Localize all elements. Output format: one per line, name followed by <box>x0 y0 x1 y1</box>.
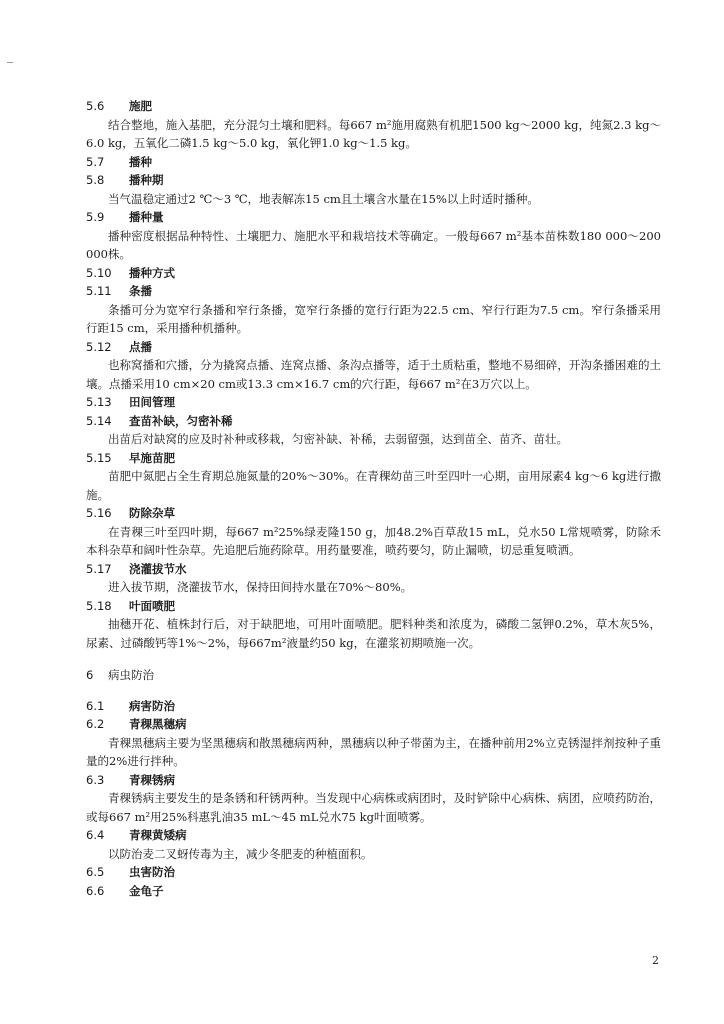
section-heading <box>86 264 661 283</box>
section-title: 查苗补缺，匀密补稀 <box>129 413 233 428</box>
section-heading <box>86 560 661 579</box>
section-title: 青稞黄矮病 <box>129 828 187 842</box>
section-number: 5.18 <box>86 598 112 613</box>
paragraph: 抽穗开花、植株封行后，对于缺肥地，可用叶面喷肥。肥料种类和浓度为，磷酸二氢钾0.2%，草木灰5%，尿素、过磷酸钙等1%～2%，每667m²液量约50 kg，在灌浆初期喷施一次。 <box>86 617 661 650</box>
section-title: 防除杂草 <box>129 506 175 520</box>
section-heading <box>86 882 661 901</box>
section-number: 6 <box>86 668 94 682</box>
section-title: 播种方式 <box>129 265 175 280</box>
section-heading <box>86 449 661 468</box>
section-number: 5.14 <box>86 413 112 428</box>
paragraph: 在青稞三叶至四叶期，每667 m²25%绿麦隆150 g，加48.2%百草敌15 mL，兑水50 L常规喷雾，防除禾本科杂草和阔叶性杂草。先追肥后施药除草。用药量要准，喷药要匀，防止漏喷，切忌重复喷洒。 <box>86 524 661 557</box>
paragraph: 青稞黑穗病主要为坚黑穗病和散黑穗病两种，黑穗病以种子带菌为主，在播种前用2%立克锈湿拌剂按种子重量的2%进行拌种。 <box>86 735 661 768</box>
section-title: 病虫防治 <box>108 668 154 682</box>
section-number: 6.6 <box>86 883 105 898</box>
paragraph: 进入拔节期，浇灌拔节水，保持田间持水量在70%～80%。 <box>108 580 413 594</box>
section-number: 6.2 <box>86 717 105 731</box>
section-heading <box>86 715 661 734</box>
section-heading <box>86 171 661 190</box>
page-number: 2 <box>652 954 659 967</box>
section-heading <box>86 771 661 790</box>
paragraph: 结合整地，施入基肥，充分混匀土壤和肥料。每667 m²施用腐熟有机肥1500 kg～2000 kg，纯氮2.3 kg～6.0 kg，五氧化二磷1.5 kg～5.0 kg，氧化钾1.0 kg～1.5 kg。 <box>86 117 661 150</box>
section-title: 条播 <box>129 284 152 298</box>
section-title: 病害防治 <box>129 698 175 713</box>
paragraph: 以防治麦二叉蚜传毒为主，减少冬肥麦的种植面积。 <box>108 846 373 861</box>
section-heading <box>86 282 661 301</box>
section-number: 5.9 <box>86 210 105 224</box>
section-heading <box>86 697 661 716</box>
paragraph: 条播可分为宽窄行条播和窄行条播，宽窄行条播的宽行行距为22.5 cm、窄行行距为7.5 cm。窄行条播采用行距15 cm，采用播种机播种。 <box>86 302 661 335</box>
section-heading <box>86 208 661 227</box>
section-title: 播种期 <box>129 173 164 187</box>
chapter-heading <box>86 666 661 685</box>
scan-edge-mark <box>7 62 13 63</box>
section-heading <box>86 826 661 845</box>
section-number: 5.10 <box>86 265 112 280</box>
section-title: 虫害防治 <box>129 865 175 879</box>
paragraph: 播种密度根据品种特性、土壤肥力、施肥水平和栽培技术等确定。一般每667 m²基本苗株数180 000～200 000株。 <box>86 228 661 261</box>
section-title: 浇灌拔节水 <box>129 561 187 576</box>
section-number: 6.3 <box>86 772 105 787</box>
section-number: 6.1 <box>86 698 105 713</box>
section-number: 5.15 <box>86 450 112 465</box>
section-title: 点播 <box>129 339 152 354</box>
paragraph: 也称窝播和穴播，分为撬窝点播、连窝点播、条沟点播等，适于土质粘重，整地不易细碎，开沟条播困难的土壤。点播采用10 cm×20 cm或13.3 cm×16.7 cm的穴行距，每667 m²在3万穴以上。 <box>86 358 661 391</box>
section-heading <box>86 393 661 412</box>
section-title: 早施苗肥 <box>129 450 175 465</box>
paragraph: 青稞锈病主要发生的是条锈和秆锈两种。当发现中心病株或病团时，及时铲除中心病株、病团，应喷药防治，或每667 m²用25%科惠乳油35 mL～45 mL兑水75 kg叶面喷雾。 <box>86 791 661 824</box>
section-heading <box>86 97 661 116</box>
section-number: 5.6 <box>86 99 105 113</box>
section-title: 施肥 <box>129 99 152 113</box>
section-number: 6.5 <box>86 865 105 879</box>
section-heading <box>86 504 661 523</box>
section-number: 5.8 <box>86 173 105 187</box>
section-heading <box>86 153 661 172</box>
document-body <box>86 97 661 900</box>
paragraph: 当气温稳定通过2 ℃～3 ℃，地表解冻15 cm且土壤含水量在15%以上时适时播种。 <box>108 191 539 206</box>
section-title: 田间管理 <box>129 395 175 409</box>
section-title: 青稞锈病 <box>129 772 175 787</box>
section-title: 播种 <box>129 154 152 169</box>
section-number: 5.17 <box>86 561 112 576</box>
section-number: 5.13 <box>86 395 112 409</box>
section-heading <box>86 597 661 616</box>
section-heading <box>86 338 661 357</box>
paragraph: 出苗后对缺窝的应及时补种或移栽，匀密补缺、补稀，去弱留强，达到苗全、苗齐、苗壮。 <box>108 432 568 446</box>
section-title: 叶面喷肥 <box>129 598 175 613</box>
section-title: 播种量 <box>129 210 164 224</box>
section-number: 5.7 <box>86 154 105 169</box>
section-number: 6.4 <box>86 828 105 842</box>
section-heading <box>86 863 661 882</box>
section-number: 5.16 <box>86 506 112 520</box>
section-title: 金龟子 <box>129 883 164 898</box>
paragraph: 苗肥中氮肥占全生育期总施氮量的20%～30%。在青稞幼苗三叶至四叶一心期，亩用尿素4 kg～6 kg进行撒施。 <box>86 469 661 502</box>
section-heading <box>86 412 661 431</box>
section-number: 5.12 <box>86 339 112 354</box>
section-number: 5.11 <box>86 284 112 298</box>
section-title: 青稞黑穗病 <box>129 717 187 731</box>
